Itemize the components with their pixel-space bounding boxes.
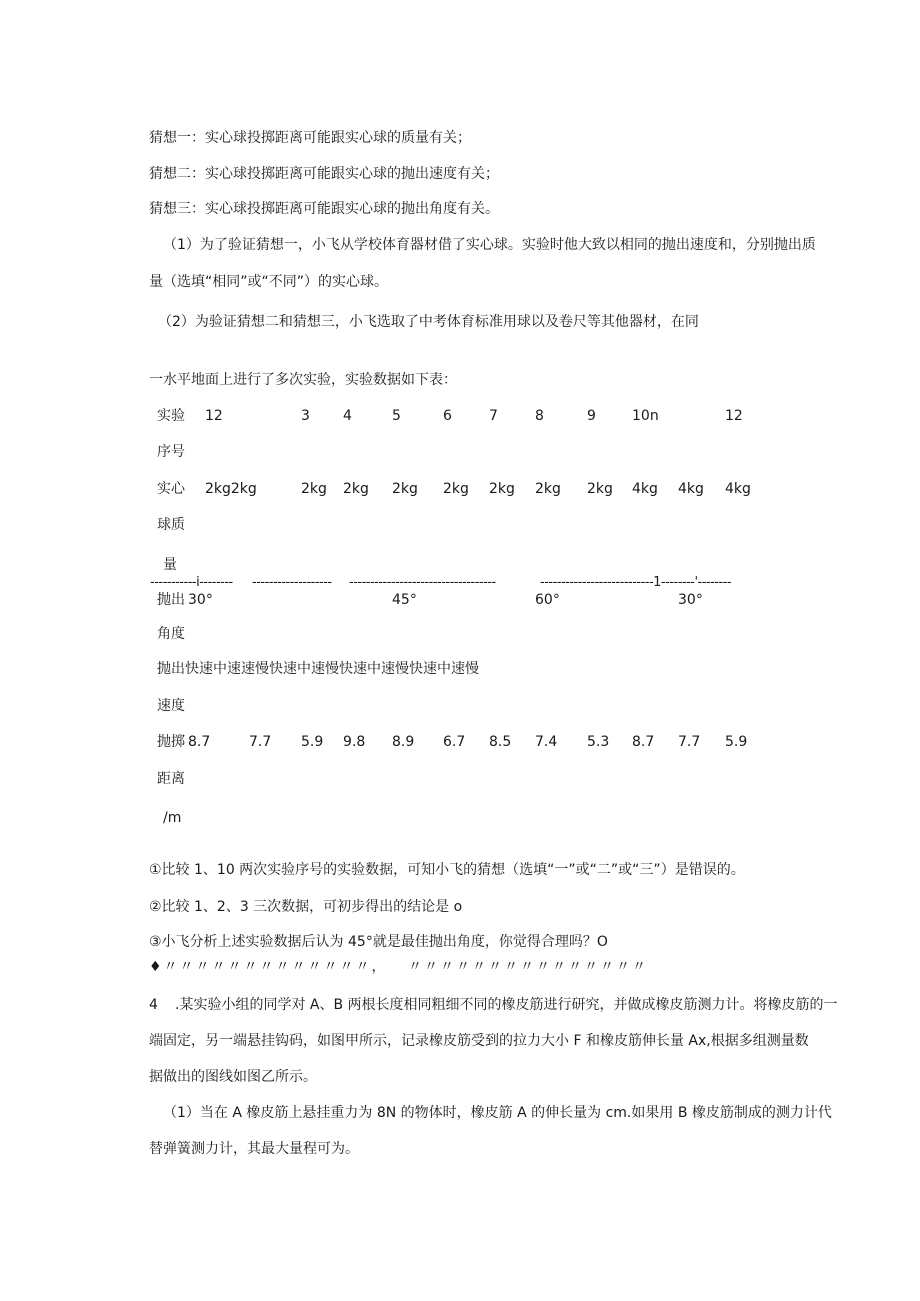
question-4-line-1: .某实验小组的同学对 A、B 两根长度相同粗细不同的橡皮筋进行研究，并做成橡皮筋测力计。将橡皮筋的一	[175, 997, 838, 1013]
row-label: 抛出	[157, 592, 185, 608]
table-cell: 3	[301, 408, 310, 424]
table-cell: 30°	[678, 592, 703, 608]
table-cell: 4kg	[632, 481, 658, 497]
row-label: 抛出快速中速速慢快速中速慢快速中速慢快速中速慢	[157, 661, 479, 677]
row-label: 距离	[157, 771, 185, 787]
table-cell: 60°	[535, 592, 560, 608]
sub-question-1: ①比较 1、10 两次实验序号的实验数据，可知小飞的猜想（选填“一”或“二”或“三”）是错误的。	[149, 862, 745, 878]
row-label: 实心	[157, 481, 185, 497]
table-cell: 45°	[392, 592, 417, 608]
row-label: 序号	[157, 444, 185, 460]
row-label: 实验	[157, 408, 185, 424]
table-cell: 4	[343, 408, 352, 424]
table-cell: 12	[725, 408, 743, 424]
divider-segment: -----------i--------	[150, 575, 233, 590]
table-cell: 7	[489, 408, 498, 424]
table-cell: 2kg	[343, 481, 369, 497]
divider-segment: ---------------------------1--------'--------	[540, 575, 732, 590]
question-4-line-2: 端固定，另一端悬挂钩码，如图甲所示，记录橡皮筋受到的拉力大小 F 和橡皮筋伸长量 Ax,根据多组测量数	[149, 1033, 809, 1049]
table-cell: 2kg	[392, 481, 418, 497]
sub-question-2: ②比较 1、2、3 三次数据，可初步得出的结论是 o	[149, 899, 463, 915]
table-cell: 9	[587, 408, 596, 424]
tick-marks-left: ♦〃〃〃〃〃〃〃〃〃〃〃〃〃，	[149, 959, 388, 975]
table-cell: 5.3	[587, 734, 610, 750]
table-cell: 4kg	[725, 481, 751, 497]
question-1-line-2: 量（选填“相同”或“不同”）的实心球。	[149, 274, 389, 290]
question-4-line-3: 据做出的图线如图乙所示。	[149, 1069, 317, 1085]
question-2-line-2: 一水平地面上进行了多次实验，实验数据如下表：	[149, 372, 457, 388]
table-cell: 2kg	[301, 481, 327, 497]
table-cell: 6	[443, 408, 452, 424]
row-label: 量	[163, 557, 177, 573]
hypothesis-3: 猜想三：实心球投掷距离可能跟实心球的抛出角度有关。	[149, 201, 499, 217]
table-cell: 5	[392, 408, 401, 424]
hypothesis-2: 猜想二：实心球投掷距离可能跟实心球的抛出速度有关；	[149, 166, 499, 182]
table-cell: 8.5	[489, 734, 512, 750]
row-label: 速度	[157, 698, 185, 714]
question-2-line-1: （2）为验证猜想二和猜想三，小飞选取了中考体育标准用球以及卷尺等其他器材，在同	[158, 314, 699, 330]
question-1-line-1: （1）为了验证猜想一，小飞从学校体育器材借了实心球。实验时他大致以相同的抛出速度和，分别抛出质	[163, 237, 816, 253]
hypothesis-1: 猜想一：实心球投掷距离可能跟实心球的质量有关；	[149, 130, 471, 146]
table-cell: 7.7	[678, 734, 701, 750]
question-4-number: 4	[149, 997, 158, 1013]
table-cell: 8.7	[632, 734, 655, 750]
divider-segment: -----------------------------------	[349, 575, 496, 590]
table-cell: 4kg	[678, 481, 704, 497]
table-cell: 7.7	[249, 734, 272, 750]
row-label: 球质	[157, 517, 185, 533]
table-cell: 10n	[632, 408, 659, 424]
row-label: /m	[163, 810, 182, 826]
table-cell: 2kg2kg	[205, 481, 257, 497]
table-cell: 8.9	[392, 734, 415, 750]
table-cell: 2kg	[535, 481, 561, 497]
table-cell: 8	[535, 408, 544, 424]
tick-marks-right: 〃〃〃〃〃〃〃〃〃〃〃〃〃〃〃	[408, 959, 648, 975]
table-cell: 12	[205, 408, 223, 424]
table-cell: 2kg	[443, 481, 469, 497]
table-cell: 2kg	[587, 481, 613, 497]
table-cell: 30°	[188, 592, 213, 608]
divider-segment: -------------------	[252, 575, 332, 590]
sub-question-3: ③小飞分析上述实验数据后认为 45°就是最佳抛出角度，你觉得合理吗？O	[149, 934, 608, 950]
table-cell: 2kg	[489, 481, 515, 497]
table-cell: 9.8	[343, 734, 366, 750]
question-4-sub-1-line-2: 替弹簧测力计，其最大量程可为。	[149, 1141, 359, 1157]
table-cell: 8.7	[188, 734, 211, 750]
table-cell: 5.9	[725, 734, 748, 750]
row-label: 抛掷	[157, 734, 185, 750]
table-cell: 6.7	[443, 734, 466, 750]
question-4-sub-1-line-1: （1）当在 A 橡皮筋上悬挂重力为 8N 的物体时，橡皮筋 A 的伸长量为 cm.如果用 B 橡皮筋制成的测力计代	[163, 1105, 832, 1121]
table-cell: 7.4	[535, 734, 558, 750]
row-label: 角度	[157, 626, 185, 642]
table-cell: 5.9	[301, 734, 324, 750]
